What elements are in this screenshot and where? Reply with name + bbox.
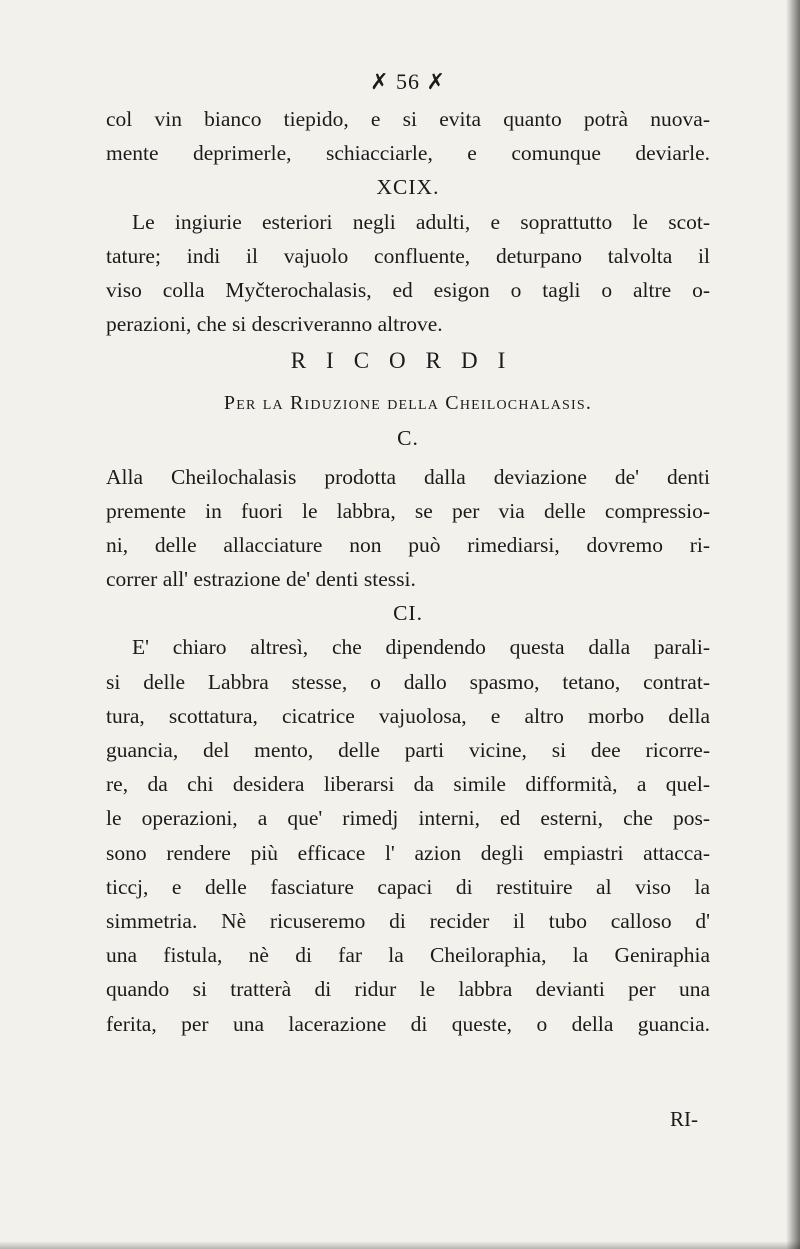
text-line: quando si tratterà di ridur le labbra devianti per una: [106, 977, 710, 1002]
text-line: perazioni, che si descriveranno altrove.: [106, 312, 443, 337]
text-line: premente in fuori le labbra, se per via delle compressio-: [106, 498, 710, 523]
page-bottom-shadow: [0, 1241, 800, 1249]
section-heading: RICORDI: [290, 348, 526, 374]
text-line: mente deprimerle, schiacciarle, e comunque deviarle.: [106, 141, 710, 166]
text-line: una fistula, nè di far la Cheiloraphia, la Geniraphia: [106, 943, 710, 968]
page-text: [106, 66, 710, 1041]
page-header: ✗ 56 ✗: [370, 69, 446, 94]
section-number: XCIX.: [376, 175, 440, 200]
text-line: si delle Labbra stesse, o dallo spasmo, tetano, contrat-: [106, 669, 710, 694]
section-number: C.: [397, 426, 419, 451]
catchword: RI-: [670, 1107, 698, 1131]
text-line: ticcj, e delle fasciature capaci di restituire al viso la: [106, 874, 710, 899]
section-subheading: Per la Riduzione della Cheilochalasis.: [223, 392, 593, 415]
text-line: ferita, per una lacerazione di queste, o della guancia.: [106, 1011, 710, 1036]
section-number: CI.: [393, 601, 423, 626]
text-line: tature; indi il vajuolo confluente, deturpano talvolta il: [106, 243, 710, 268]
text-line: simmetria. Nè ricuseremo di recider il tubo calloso d': [106, 908, 710, 933]
text-line: guancia, del mento, delle parti vicine, si dee ricorre-: [106, 738, 710, 762]
text-line: sono rendere più efficace l' azion degli empiastri attacca-: [106, 840, 710, 865]
page-edge-shadow: [786, 0, 800, 1249]
text-line: E' chiaro altresì, che dipendendo questa dalla parali-: [132, 635, 710, 660]
text-line: Alla Cheilochalasis prodotta dalla deviazione de' denti: [106, 464, 710, 489]
text-line: ni, delle allacciature non può rimediarsi, dovremo ri-: [106, 532, 710, 557]
text-line: viso colla Myčterochalasis, ed esigon o tagli o altre o-: [106, 277, 710, 302]
text-line: col vin bianco tiepido, e si evita quanto potrà nuova-: [106, 107, 710, 131]
text-line: tura, scottatura, cicatrice vajuolosa, e altro morbo della: [106, 703, 710, 728]
text-line: re, da chi desidera liberarsi da simile difformità, a quel-: [106, 772, 710, 797]
text-line: correr all' estrazione de' denti stessi.: [106, 567, 416, 592]
text-line: Le ingiurie esteriori negli adulti, e soprattutto le scot-: [132, 209, 710, 234]
text-line: le operazioni, a que' rimedj interni, ed esterni, che pos-: [106, 806, 710, 831]
